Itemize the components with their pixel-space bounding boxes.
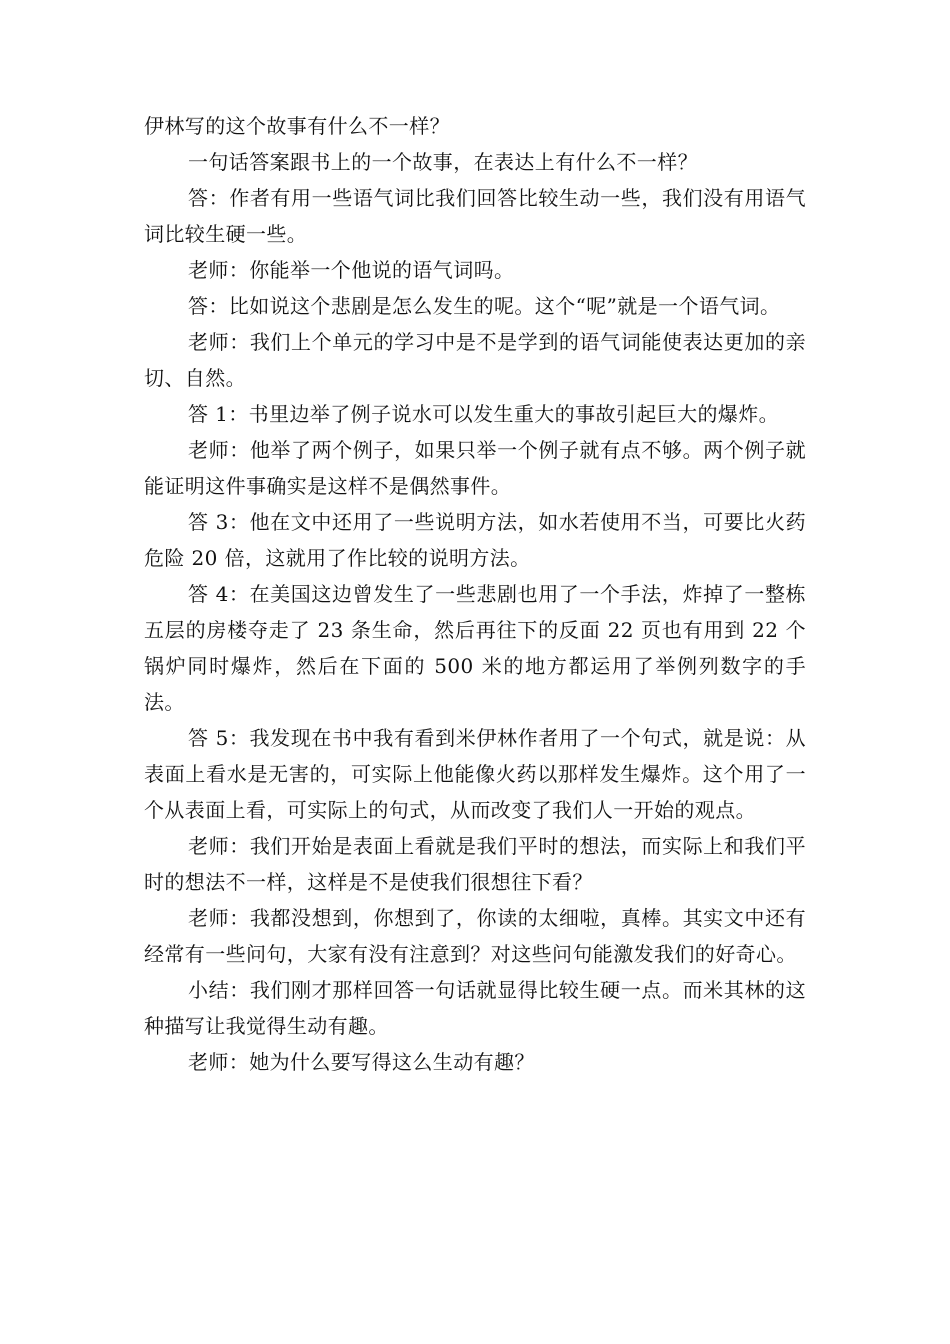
paragraph: 一句话答案跟书上的一个故事，在表达上有什么不一样？ [188,150,698,174]
paragraph: 答：作者有用一些语气词比我们回答比较生动一些，我们没有用语气词比较生硬一些。 [144,186,806,246]
document-body [144,108,806,1080]
paragraph: 答：比如说这个悲剧是怎么发生的呢。这个“呢”就是一个语气词。 [188,294,781,318]
paragraph: 老师：你能举一个他说的语气词吗。 [188,258,515,282]
paragraph: 答 3：他在文中还用了一些说明方法，如水若使用不当，可要比火药危险 20 倍，这就用了作比较的说明方法。 [144,510,806,570]
paragraph: 答 4：在美国这边曾发生了一些悲剧也用了一个手法，炸掉了一整栋五层的房楼夺走了 23 条生命，然后再往下的反面 22 页也有用到 22 个锅炉同时爆炸，然后在下面的 500 米的地方都运用了举例列数字的手法。 [144,582,806,714]
paragraph: 老师：我们开始是表面上看就是我们平时的想法，而实际上和我们平时的想法不一样，这样是不是使我们很想往下看？ [144,834,806,894]
paragraph: 答 5：我发现在书中我有看到米伊林作者用了一个句式，就是说：从表面上看水是无害的，可实际上他能像火药以那样发生爆炸。这个用了一个从表面上看，可实际上的句式，从而改变了我们人一开始的观点。 [144,726,806,822]
paragraph: 老师：她为什么要写得这么生动有趣？ [188,1050,535,1074]
paragraph: 老师：他举了两个例子，如果只举一个例子就有点不够。两个例子就能证明这件事确实是这样不是偶然事件。 [144,438,806,498]
paragraph-continuation: 伊林写的这个故事有什么不一样？ [144,114,450,138]
paragraph: 老师：我都没想到，你想到了，你读的太细啦，真棒。其实文中还有经常有一些问句，大家有没有注意到？对这些问句能激发我们的好奇心。 [144,906,806,966]
paragraph: 老师：我们上个单元的学习中是不是学到的语气词能使表达更加的亲切、自然。 [144,330,806,390]
paragraph: 小结：我们刚才那样回答一句话就显得比较生硬一点。而米其林的这种描写让我觉得生动有趣。 [144,978,806,1038]
paragraph: 答 1：书里边举了例子说水可以发生重大的事故引起巨大的爆炸。 [188,402,780,426]
